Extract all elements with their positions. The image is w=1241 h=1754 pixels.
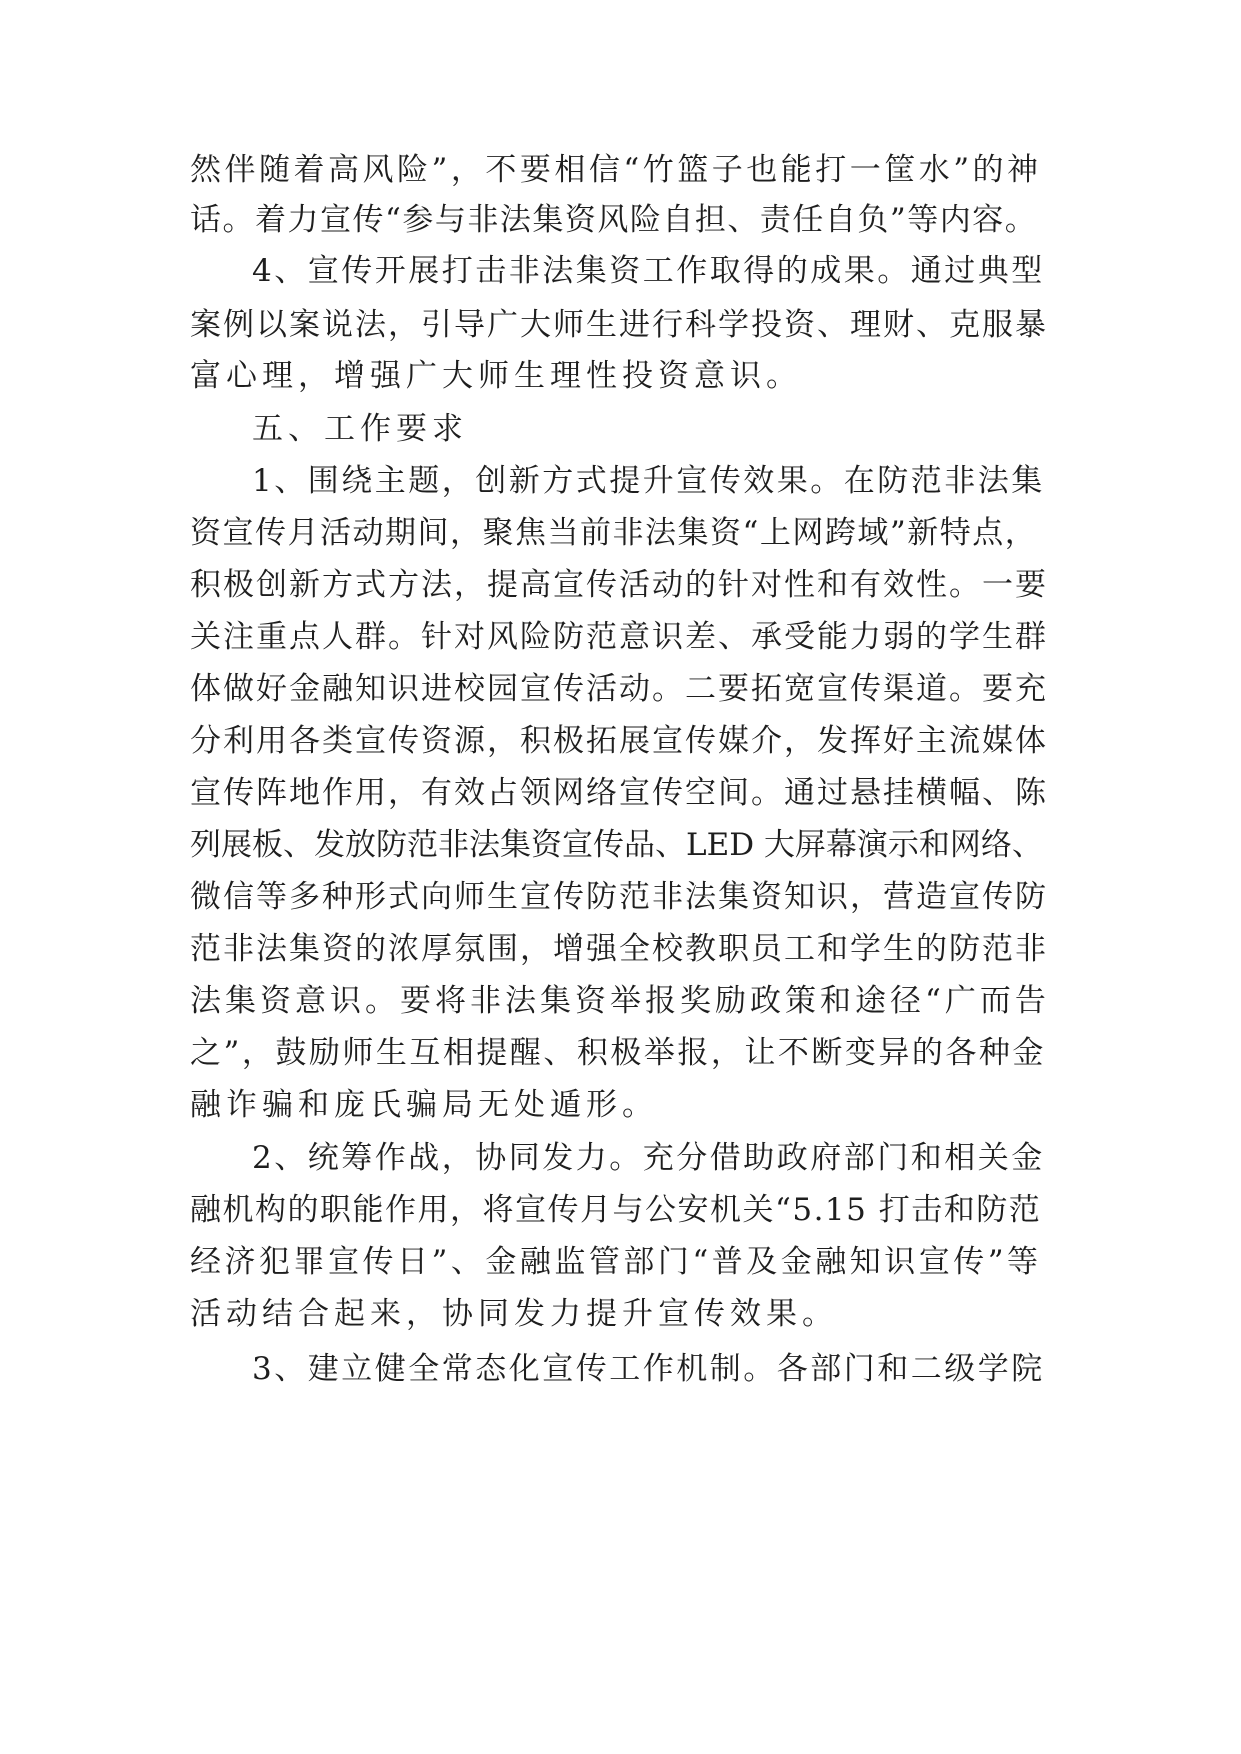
text-line: 范非法集资的浓厚氛围，增强全校教职员工和学生的防范非 bbox=[190, 931, 1048, 967]
text-line: 1、围绕主题，创新方式提升宣传效果。在防范非法集 bbox=[252, 463, 1045, 499]
text-line: 融诈骗和庞氏骗局无处遁形。 bbox=[190, 1087, 658, 1123]
text-line: 宣传阵地作用，有效占领网络宣传空间。通过悬挂横幅、陈 bbox=[190, 775, 1048, 811]
text-line: 富心理，增强广大师生理性投资意识。 bbox=[190, 358, 802, 394]
text-line: 分利用各类宣传资源，积极拓展宣传媒介，发挥好主流媒体 bbox=[190, 723, 1048, 759]
text-line: 之”，鼓励师生互相提醒、积极举报，让不断变异的各种金 bbox=[190, 1035, 1046, 1071]
text-line: 话。着力宣传“参与非法集资风险自担、责任自负”等内容。 bbox=[190, 202, 1038, 238]
text-line: 3、建立健全常态化宣传工作机制。各部门和二级学院 bbox=[252, 1351, 1045, 1387]
section-heading: 五、工作要求 bbox=[252, 411, 468, 447]
text-line: 案例以案说法，引导广大师生进行科学投资、理财、克服暴 bbox=[190, 307, 1048, 343]
text-line: 体做好金融知识进校园宣传活动。二要拓宽宣传渠道。要充 bbox=[190, 671, 1048, 707]
text-line: 资宣传月活动期间，聚焦当前非法集资“上网跨域”新特点， bbox=[190, 515, 1038, 551]
text-line: 微信等多种形式向师生宣传防范非法集资知识，营造宣传防 bbox=[190, 879, 1048, 915]
text-line: 然伴随着高风险”，不要相信“竹篮子也能打一筐水”的神 bbox=[190, 152, 1042, 188]
text-line: 法集资意识。要将非法集资举报奖励政策和途径“广而告 bbox=[190, 983, 1050, 1019]
text-line: 2、统筹作战，协同发力。充分借助政府部门和相关金 bbox=[252, 1140, 1045, 1176]
text-line: 积极创新方式方法，提高宣传活动的针对性和有效性。一要 bbox=[190, 567, 1048, 603]
text-line: 列展板、发放防范非法集资宣传品、LED 大屏幕演示和网络、 bbox=[190, 827, 1043, 863]
text-line: 融机构的职能作用，将宣传月与公安机关“5.15 打击和防范 bbox=[190, 1192, 1042, 1228]
text-line: 经济犯罪宣传日”、金融监管部门“普及金融知识宣传”等 bbox=[190, 1244, 1042, 1280]
text-line: 4、宣传开展打击非法集资工作取得的成果。通过典型 bbox=[252, 253, 1045, 289]
text-line: 关注重点人群。针对风险防范意识差、承受能力弱的学生群 bbox=[190, 619, 1048, 655]
text-line: 活动结合起来，协同发力提升宣传效果。 bbox=[190, 1296, 838, 1332]
